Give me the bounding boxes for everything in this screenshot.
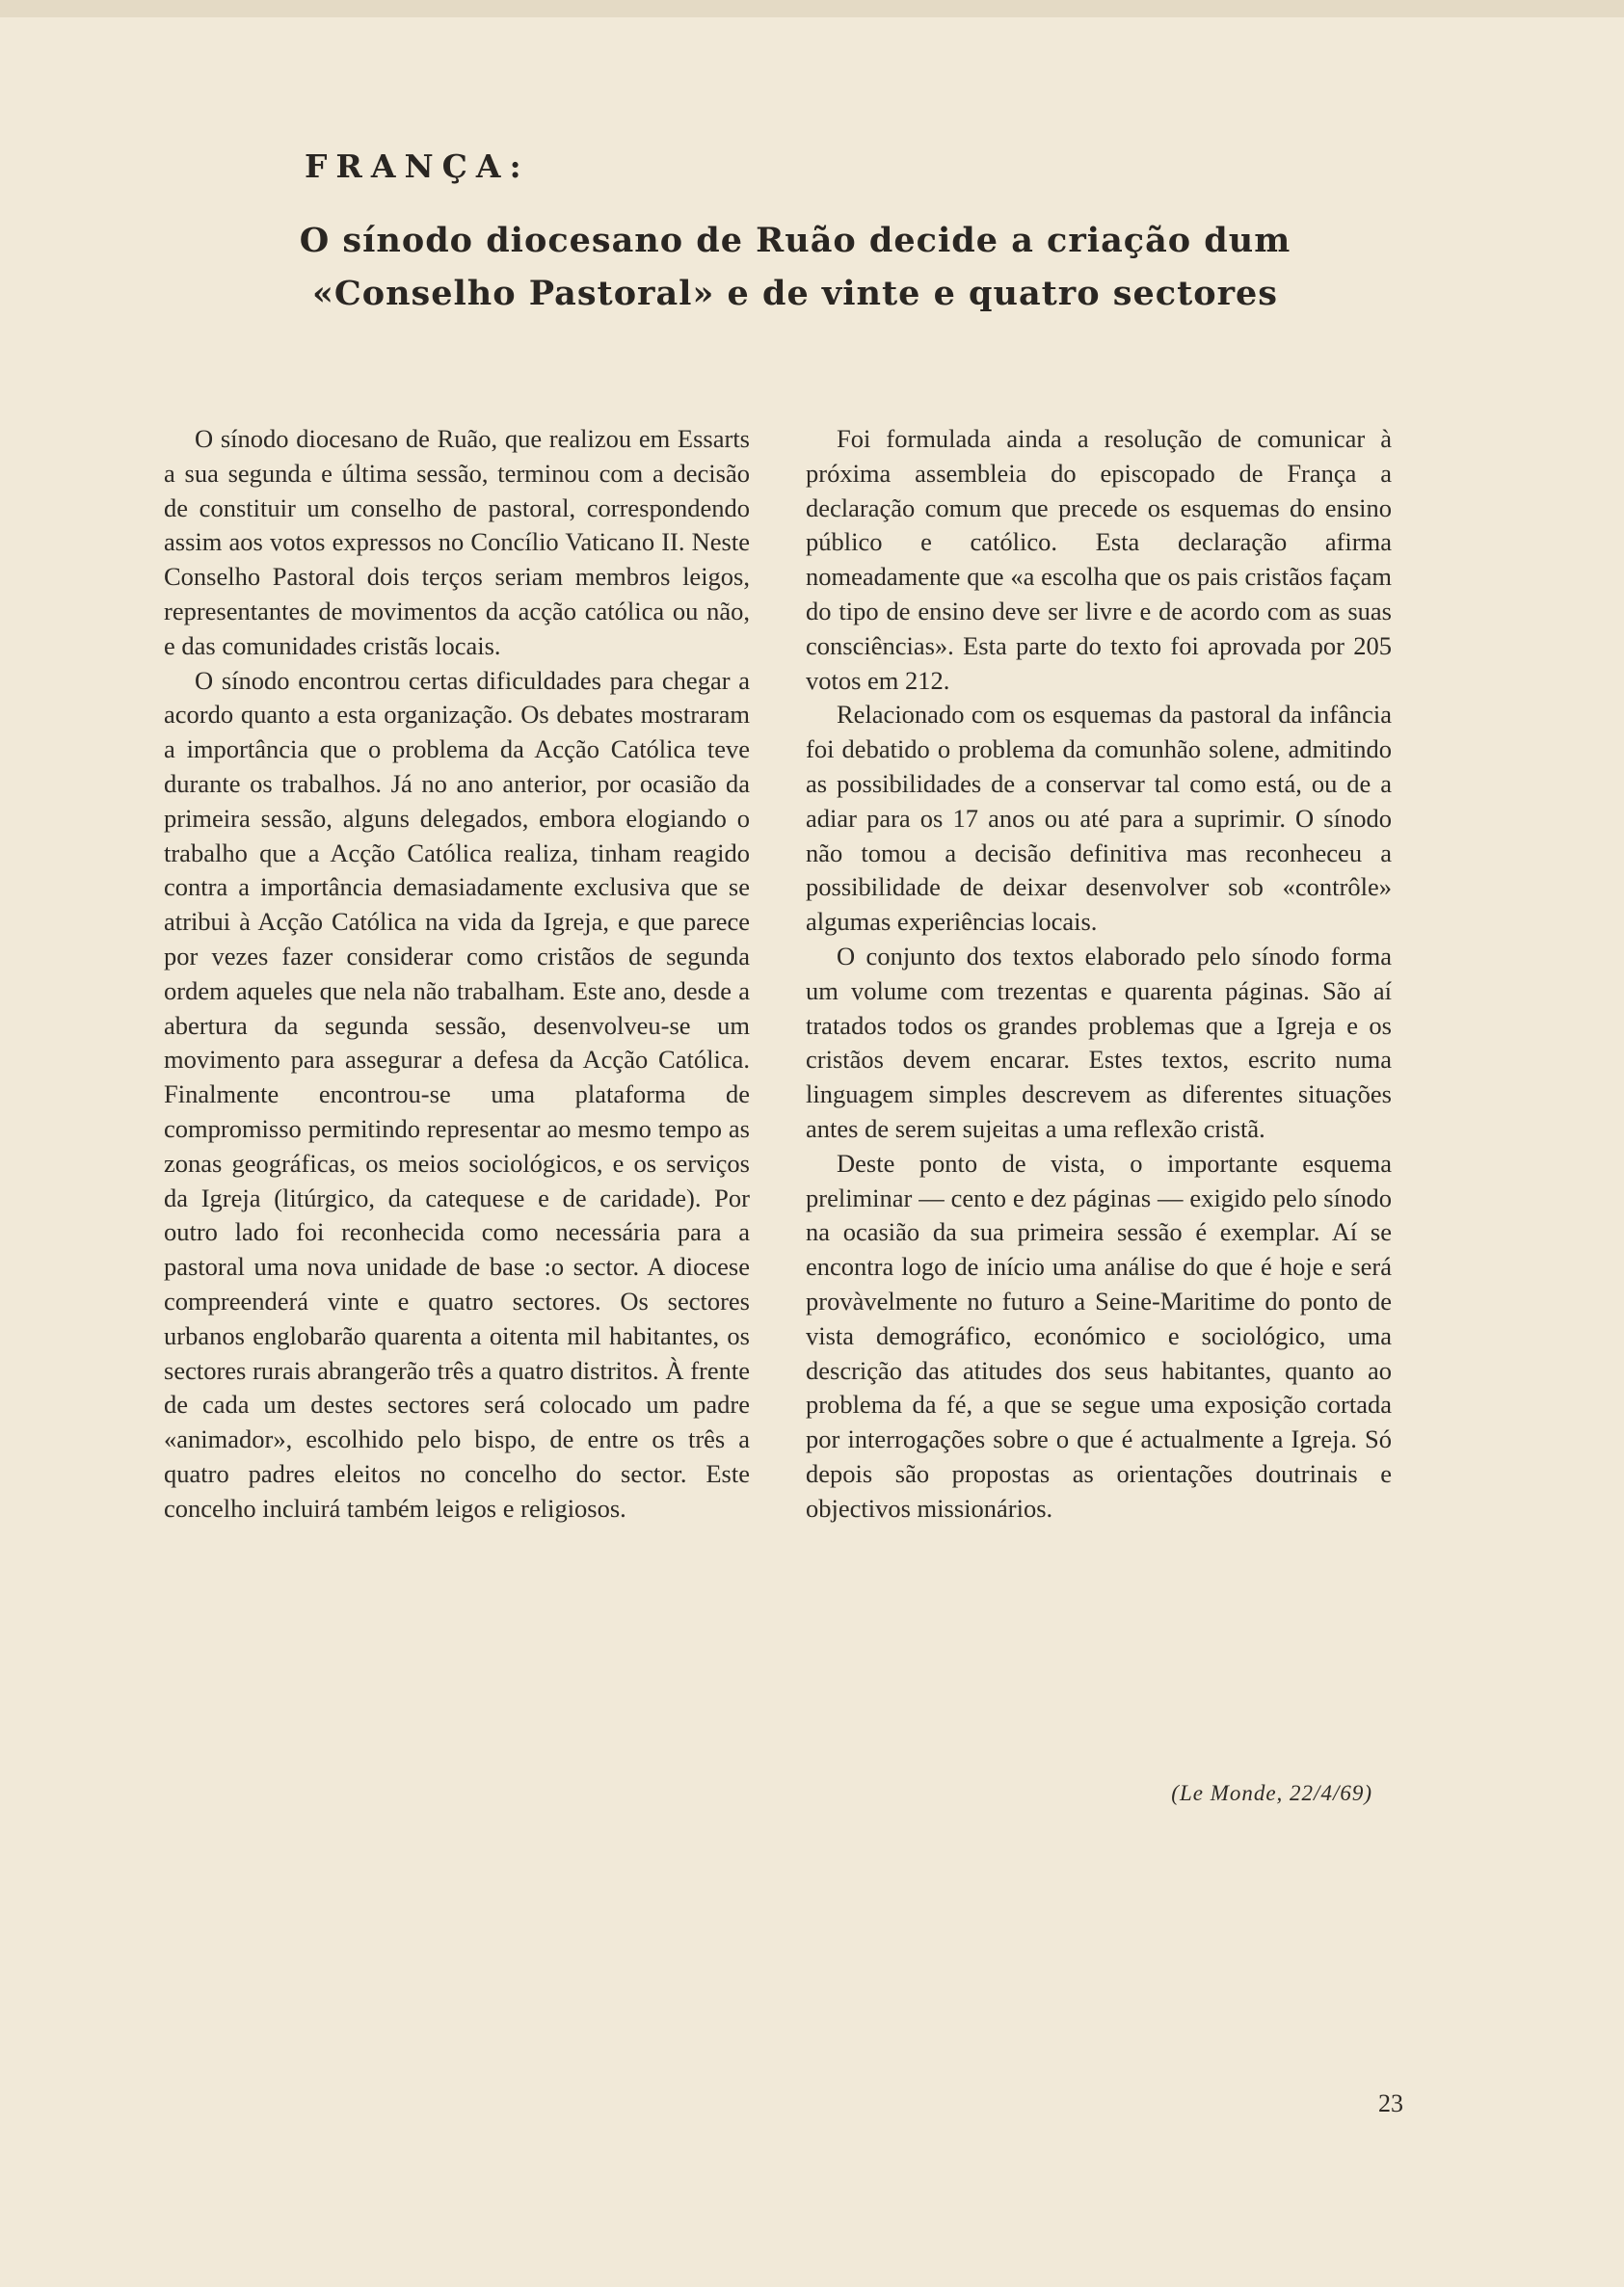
source-citation: (Le Monde, 22/4/69)	[1171, 1781, 1372, 1805]
left-column	[164, 422, 750, 1527]
page-number: 23	[1378, 2089, 1403, 2117]
paragraph: O sínodo encontrou certas dificuldades para chegar a acordo quanto a esta organização. Os debates mostraram a importância que o problema da Acção Católica teve durante os trabalhos. Já no ano anterior, por ocasião da primeira sessão, alguns delegados, embora elogiando o trabalho que a Acção Católica realiza, tinham reagido contra a importância demasiadamente exclusiva que se atribui à Acção Católica na vida da Igreja, e que parece por vezes fazer considerar como cristãos de segunda ordem aqueles que nela não trabalham. Este ano, desde a abertura da segunda sessão, desenvolveu-se um movimento para assegurar a defesa da Acção Católica. Finalmente encontrou-se uma plataforma de compromisso permitindo representar ao mesmo tempo as zonas geográficas, os meios sociológicos, e os serviços da Igreja (litúrgico, da catequese e de caridade). Por outro lado foi reconhecida como necessária para a pastoral uma nova unidade de base :o sector. A diocese compreenderá vinte e quatro sectores. Os sectores urbanos englobarão quarenta a oitenta mil habitantes, os sectores rurais abrangerão três a quatro distritos. À frente de cada um destes sectores será colocado um padre «animador», escolhido pelo bispo, de entre os três a quatro padres eleitos no concelho do sector. Este concelho incluirá também leigos e religiosos.	[164, 665, 750, 1523]
paragraph: O sínodo diocesano de Ruão, que realizou em Essarts a sua segunda e última sessão, terminou com a decisão de constituir um conselho de pastoral, correspondendo assim aos votos expressos no Concílio Vaticano II. Neste Conselho Pastoral dois terços seriam membros leigos, representantes de movimentos da acção católica ou não, e das comunidades cristãs locais.	[164, 424, 750, 660]
paragraph: O conjunto dos textos elaborado pelo sínodo forma um volume com trezentas e quarenta páginas. São aí tratados todos os grandes problemas que a Igreja e os cristãos devem encarar. Estes textos, escrito numa linguagem simples descrevem as diferentes situações antes de serem sujeitas a uma reflexão cristã.	[806, 941, 1392, 1143]
page-edge	[0, 0, 1624, 17]
paragraph: Foi formulada ainda a resolução de comunicar à próxima assembleia do episcopado de França a declaração comum que precede os esquemas do ensino público e católico. Esta declaração afirma nomeadamente que «a escolha que os pais cristãos façam do tipo de ensino deve ser livre e de acordo com as suas consciências». Esta parte do texto foi aprovada por 205 votos em 212.	[806, 424, 1392, 695]
right-column	[806, 422, 1392, 1527]
country-heading: FRANÇA:	[305, 147, 530, 185]
article-title: O sínodo diocesano de Ruão decide a criação dum «Conselho Pastoral» e de vinte e quatro sectores	[299, 221, 1291, 313]
paragraph: Deste ponto de vista, o importante esquema preliminar — cento e dez páginas — exigido pelo sínodo na ocasião da sua primeira sessão é exemplar. Aí se encontra logo de início uma análise do que é hoje e será provàvelmente no futuro a Seine-Maritime do ponto de vista demográfico, económico e sociológico, uma descrição das atitudes dos seus habitantes, quanto ao problema da fé, a que se segue uma exposição cortada por interrogações sobre o que é actualmente a Igreja. Só depois são propostas as orientações doutrinais e objectivos missionários.	[806, 1148, 1392, 1523]
paragraph: Relacionado com os esquemas da pastoral da infância foi debatido o problema da comunhão solene, admitindo as possibilidades de a conservar tal como está, ou de a adiar para os 17 anos ou até para a suprimir. O sínodo não tomou a decisão definitiva mas reconheceu a possibilidade de deixar desenvolver sob «contrôle» algumas experiências locais.	[806, 700, 1392, 937]
